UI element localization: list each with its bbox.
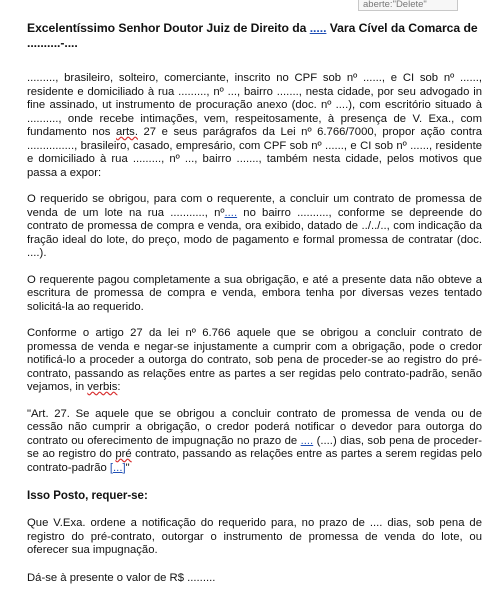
- heading-text-end: Vara Cível da Comarca de ..........-....: [27, 21, 478, 50]
- article-paragraph: [27, 327, 482, 395]
- quote-text-4: ": [125, 461, 130, 474]
- request-subheading: Isso Posto, requer-se:: [27, 490, 148, 502]
- quote-text-2: (....) dias, sob pena de proceder-se ao registro do: [27, 434, 482, 460]
- obligation-paragraph: [27, 193, 482, 261]
- payment-paragraph: O requerente pagou completamente a sua obrigação, e até a presente data não obteve a escritura de promessa de compra e venda, embora tenha por diversas vezes tentado solicitá-la ao requerido.: [27, 273, 482, 313]
- heading-blank-field[interactable]: .....: [309, 21, 327, 35]
- article-text-2: :: [117, 381, 121, 393]
- article-text-1: Conforme o artigo 27 da lei nº 6.766 aquele que se obrigou a concluir contrato de promessa de venda e negar-se injustamente a cumprir com a obrigação, pode o credor notificá-lo a proceder a outorga do contrato, sob pena de proceder-se ao registro do pré-contrato, passando as relações entre as partes a ser regidas pelo contrato-padrão, senão vejamos, in: [27, 327, 482, 393]
- spellcheck-word-verbis[interactable]: verbis: [87, 381, 118, 393]
- obligation-text-2: no bairro .........., conforme se depreende do contrato de promessa de compra e venda, ora exibido, datado de ../../.., com indicação da fração ideal do lote, do preço, modo de pagamento e formal promessa de contratar (doc. ....).: [27, 206, 482, 259]
- quote-paragraph: [27, 408, 482, 476]
- quote-text-1: "Art. 27. Se aquele que se obrigou a concluir contrato de promessa de venda ou de cessão não cumprir a obrigação, o credor poderá notificar o devedor para outorga do contrato ou oferecimento de impugnação no prazo de: [27, 407, 482, 447]
- quote-text-3: contrato, passando as relações entre as partes a serem regidas pelo contrato-padrão: [27, 448, 482, 474]
- ellipsis-blank-field[interactable]: [...]: [109, 461, 126, 474]
- spellcheck-word-arts[interactable]: arts.: [115, 126, 138, 138]
- heading-text-start: Excelentíssimo Senhor Doutor Juiz de Direito da: [27, 21, 310, 35]
- qualification-paragraph: [27, 72, 482, 180]
- obligation-text-1: O requerido se obrigou, para com o requerente, a concluir um contrato de promessa de venda de um lote na rua ..........., nº: [27, 193, 482, 219]
- request-paragraph: Que V.Exa. ordene a notificação do requerido para, no prazo de .... dias, sob pena de registro do pré-contrato, outorgar o instrumento de promessa de venda do lote, ou oferecer sua impugnação.: [27, 517, 482, 556]
- qualification-text-2: 27 e seus parágrafos da Lei nº 6.766/7000, propor ação contra ..............., brasileiro, casado, empresário, com CPF sob nº ......, e CI sob nº ......, residente e domiciliado à rua ........., nº ..., bairro ......., também nesta cidade, pelos motivos que passa a expor:: [27, 126, 482, 179]
- lot-number-blank[interactable]: ....: [224, 206, 238, 219]
- value-paragraph: Dá-se à presente o valor de R$ .........: [27, 571, 216, 584]
- qualification-text-1: ........., brasileiro, solteiro, comerciante, inscrito no CPF sob nº ......, e CI sob nº ......, residente e domiciliado à rua ........., nº ..., bairro ......., nesta cidade, por seu advogado in fine assinado, ut instrumento de procuração anexo (doc. nº ....), com escritório situado à .........., onde recebe intimações, vem, respeitosamente, à presença de V. Exa., com fundamento nos: [27, 72, 482, 138]
- days-blank-field[interactable]: ....: [300, 434, 314, 447]
- spellcheck-word-pre[interactable]: pré: [115, 448, 132, 460]
- tooltip-hint: aberte:"Delete": [358, 0, 458, 11]
